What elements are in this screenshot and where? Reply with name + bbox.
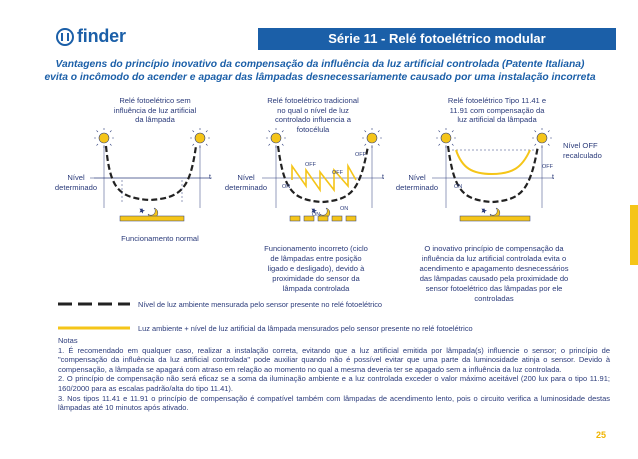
diagram-2-on-label-1: ON [282,184,291,190]
diagram-1-level-label: Nível determinado [54,173,98,192]
legend-dashed-swatch [58,301,130,307]
diagram-2-caption: Relé fotoelétrico tradicional no qual o nível de luz controlado influencia a fotocélula [267,96,359,134]
diagram-3-description: O inovativo princípio de compensação da influência da luz artificial controlada evita o acendimento e apagamento desnecessários das lâmpadas causado pela proximidade do sensor fotoelétrico das lâmpadas por ele controladas [419,244,569,303]
diagram-3-off-label: OFF [542,164,553,170]
diagram-2-off-label-1: OFF [305,162,316,168]
side-tab [630,205,638,265]
diagram-2-graph [262,128,392,228]
notes-title: Notas [58,336,78,345]
legend-yellow-label: Luz ambiente + nível de luz artificial da lâmpada mensurados pelo sensor presente no relé fotoelétrico [138,324,473,333]
diagram-3-recalculated-label: Nível OFF recalculado [563,141,602,160]
title-band [258,28,616,50]
diagram-3-level-label: Nível determinado [395,173,439,192]
diagram-2-level-label: Nível determinado [224,173,268,192]
diagram-2-on-bar-4 [332,216,342,221]
diagram-1-ambient-curve [106,146,196,200]
page-header [0,0,638,52]
diagram-2-on-label-3: ON [340,206,349,212]
page-title: Série 11 - Relé fotoelétrico modular [328,31,546,46]
diagram-1-graph [90,128,220,228]
legend-yellow-swatch [58,325,130,331]
diagram-1-caption: Relé fotoelétrico sem influência de luz artificial da lâmpada [113,96,197,124]
diagram-2-on-bar-1 [290,216,300,221]
diagram-3-graph [432,128,562,228]
diagram-2-on-label-2: ON [312,212,321,218]
intro-text [40,58,600,84]
diagram-2-description: Funcionamento incorreto (ciclo de lâmpadas entre posição ligado e desligado), devido à proximidade do sensor da lâmpada controlada [264,244,368,293]
intro-line-1: Vantagens do princípio inovativo da compensação da influência da luz artificial controlada (Patente Italiana) [55,59,585,70]
finder-logo [56,26,126,47]
note-2: 2. O princípio de compensação não será eficaz se a soma da iluminação ambiente e a luz controlada exceder o valor máximo aceitável (200 lux para o tipo 11.91; 160/2000 para as escalas padrão/alta do tipo 11.41). [58,374,610,393]
diagram-2-off-label-3: OFF [355,152,366,158]
page-number: 25 [596,430,607,440]
intro-line-2: evita o incômodo do acender e apagar das lâmpadas desnecessariamente causado por uma instalação incorreta [44,72,596,83]
diagram-1-t-label: t [209,174,211,181]
diagram-3-caption: Relé fotoelétrico Tipo 11.41 e 11.91 com compensação da luz artificial da lâmpada [447,96,547,124]
diagram-2-on-bar-5 [346,216,356,221]
notes-section [58,336,610,413]
brand-name: finder [77,26,126,46]
diagram-2-off-label-2: OFF [332,170,343,176]
finder-logo-icon [56,28,74,46]
diagram-2-t-label: t [382,174,384,181]
note-3: 3. Nos tipos 11.41 e 11.91 o princípio de compensação é compatível também com lâmpadas de acendimento lento, pois o circuito verifica a luminosidade destas lâmpadas até 10 minutos após ativado. [58,393,610,413]
diagram-3-t-label: t [552,174,554,181]
diagram-1-description: Funcionamento normal [121,234,199,243]
diagram-3-on-label: ON [454,184,463,190]
diagram-1-on-bar [120,216,184,221]
diagram-3-compensated-curve [456,150,530,174]
diagram-3-on-bar [460,216,530,221]
legend-dashed-label: Nível de luz ambiente mensurada pelo sensor presente no relé fotoelétrico [138,300,383,309]
note-1: 1. É recomendado em qualquer caso, realizar a instalação correta, evitando que a luz artificial emitida por lâmpada(s) influencie o sensor; o princípio de "compensação da influência da luz artificial controlada" pode auxiliar quando não é possível evitar que uma parte da luminosidade atinja o sensor. Devido à compensação, a lâmpada se apagará com atraso em relação ao momento no qual a mesma deveria ter se apagado sem a influência da luz controlada. [58,345,610,374]
